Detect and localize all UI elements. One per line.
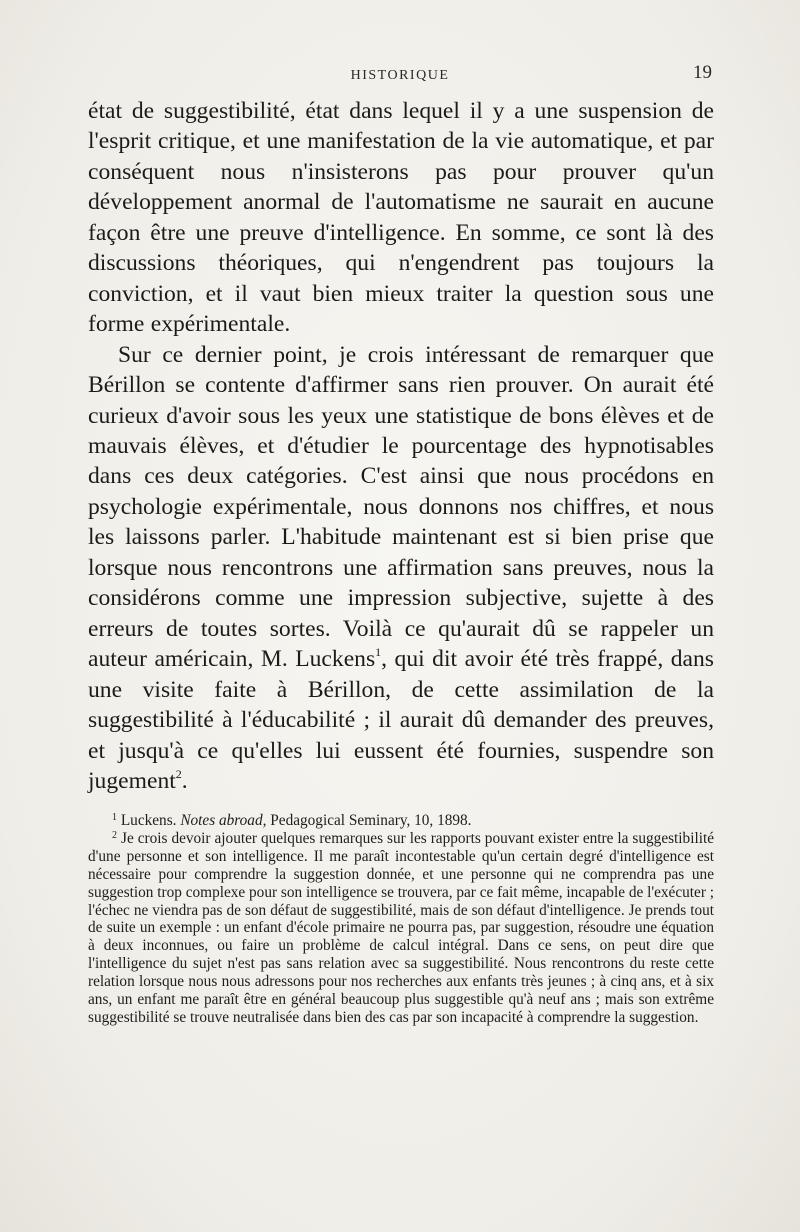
paragraph-2-part-1: Sur ce dernier point, je crois intéressant de remarquer que Bérillon se contente d'affirmer sans rien prouver. On aurait été curieux d'avoir sous les yeux une statistique de bons élèves et de mauvais élèves, et d'étudier le pourcentage des hypnotisables dans ces deux catégories. C'est ainsi que nous procédons en psychologie expérimentale, nous donnons nos chiffres, et nous les laissons parler. L'habitude maintenant est si bien prise que lorsque nous rencontrons une affirmation sans preuves, nous la considérons comme une impression subjective, sujette à des erreurs de toutes sortes. Voilà ce qu'aurait dû se rappeler un auteur américain, M. Luckens	[88, 341, 714, 673]
main-text	[88, 96, 714, 796]
page-number: 19	[693, 62, 712, 83]
footnote-ref-2: 2	[175, 766, 182, 781]
footnote-ref-1: 1	[375, 645, 382, 660]
footnote-2-marker: 2	[112, 829, 117, 841]
paragraph-2-end: .	[181, 767, 188, 794]
footnote-2	[88, 830, 714, 1027]
footnote-2-text: Je crois devoir ajouter quelques remarques sur les rapports pouvant exister entre la suggestibilité d'une personne et son intelligence. Il me paraît incontestable qu'un certain degré d'intelligence est nécessaire pour comprendre la suggestion donnée, et une personne qui ne comprendra pas une suggestion trop complexe pour son intelligence se trouvera, par ce fait même, incapable de l'exécuter ; l'échec ne viendra pas de son défaut de suggestibilité, mais de son défaut d'intelligence. Je prends tout de suite un exemple : un enfant d'école primaire ne pourra pas, par suggestion, résoudre une équation à deux inconnues, ou faire un problème de calcul intégral. Dans ce sens, on peut dire que l'intelligence du sujet n'est pas sans relation avec sa suggestibilité. Nous rencontrons du reste cette relation lorsque nous nous adressons pour nos recherches aux enfants très jeunes ; à cinq ans, et à six ans, un enfant me paraît être en général beaucoup plus suggestible qu'à neuf ans ; mais son extrême suggestibilité se trouve neutralisée dans bien des cas par son incapacité à comprendre la suggestion.	[88, 829, 714, 1026]
paragraph-1: état de suggestibilité, état dans lequel il y a une suspension de l'esprit critique, et une manifestation de la vie automatique, et par conséquent nous n'insisterons pas pour prouver qu'un développement anormal de l'automatisme ne saurait en aucune façon être une preuve d'intelligence. En somme, ce sont là des discussions théoriques, qui n'engendrent pas toujours la conviction, et il vaut bien mieux traiter la question sous une forme expérimentale.	[88, 98, 714, 338]
footnote-1-rest: Pedagogical Seminary, 10, 1898.	[270, 812, 472, 829]
footnote-1-marker: 1	[112, 812, 117, 823]
footnote-1	[88, 812, 714, 830]
paragraph-2	[88, 340, 714, 797]
paragraph-2-part-2: , qui dit avoir été très frappé, dans une visite faite à Bérillon, de cette assimilation de la suggestibilité à l'éducabilité ; il aurait dû demander des preuves, et jusqu'à ce qu'elles lui eussent été fournies, suspendre son jugement	[88, 646, 714, 794]
footnote-1-title: Notes abroad,	[180, 812, 267, 829]
page-header	[88, 62, 712, 92]
running-title: HISTORIQUE	[350, 68, 450, 83]
footnote-1-author: Luckens.	[120, 812, 177, 829]
footnotes	[88, 812, 714, 1027]
